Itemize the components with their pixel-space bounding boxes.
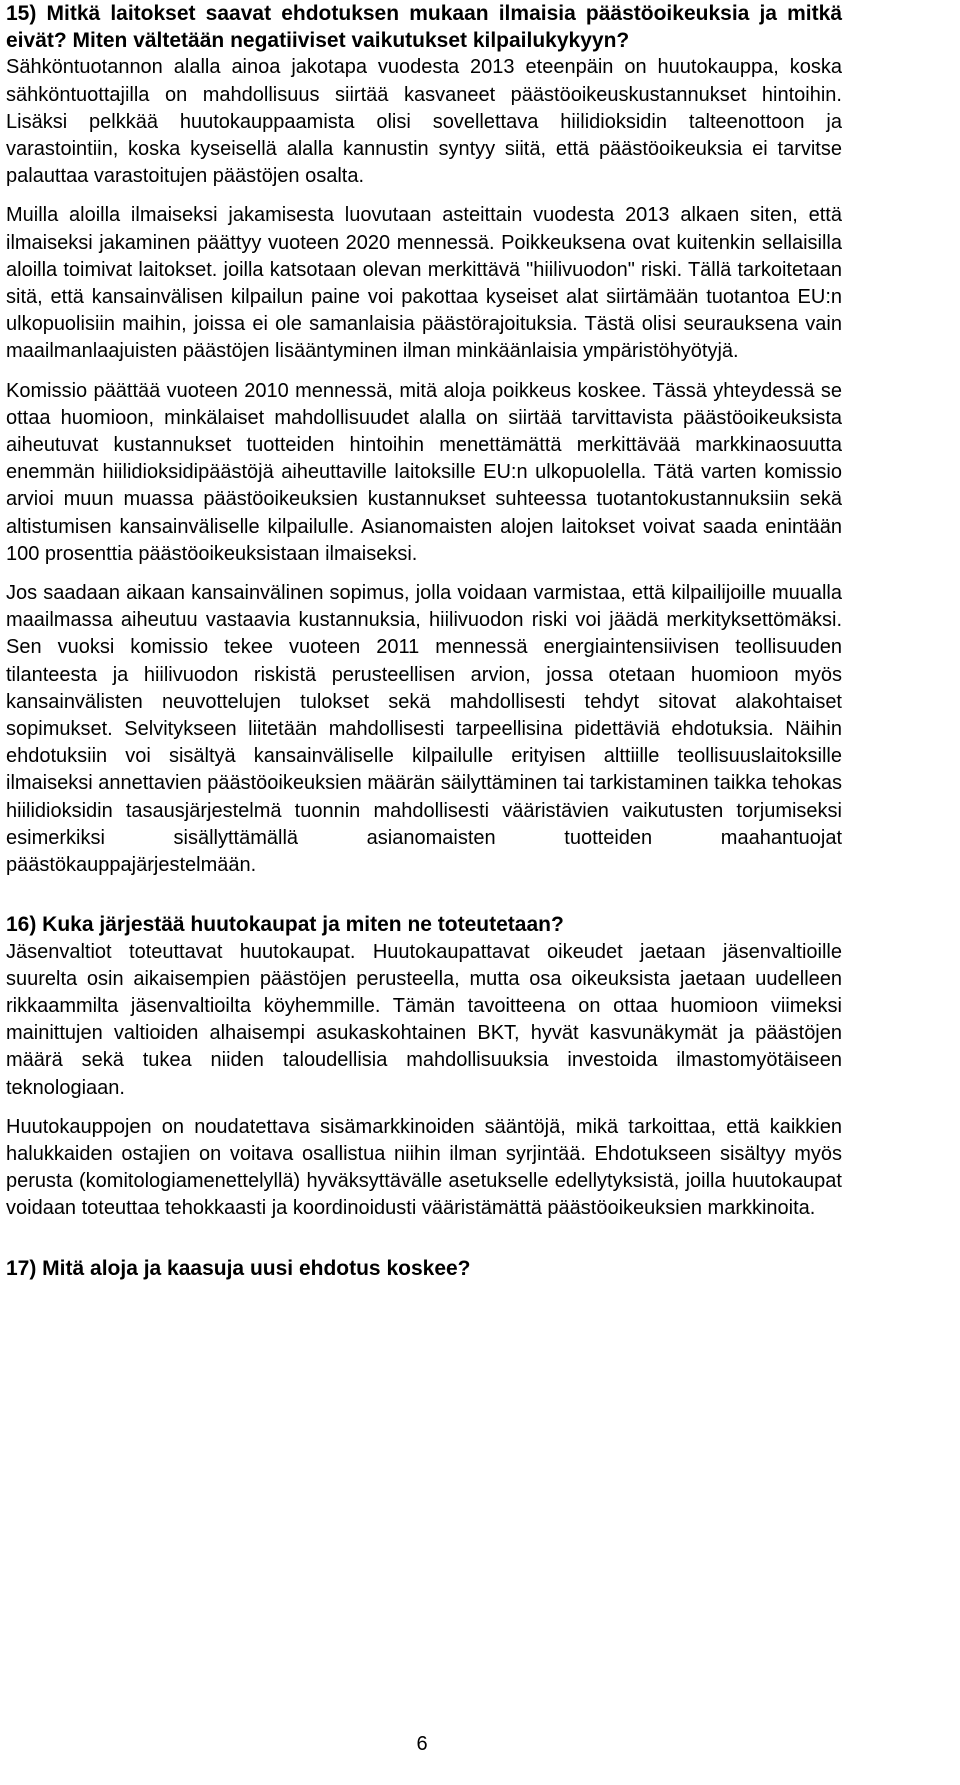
paragraph-spacer	[6, 366, 842, 378]
document-page	[6, 0, 842, 1282]
section-spacer	[6, 879, 842, 911]
section-15-paragraph-2: Muilla aloilla ilmaiseksi jakamisesta luovutaan asteittain vuodesta 2013 alkaen siten, että ilmaiseksi jakaminen päättyy vuoteen 2020 mennessä. Poikkeuksena ovat kuitenkin sellaisilla aloilla toimivat laitokset. joilla katsotaan olevan merkittävä "hiilivuodon" riski. Tällä tarkoitetaan sitä, että kansainvälisen kilpailun paine voi pakottaa kyseiset alat siirtämään tuotantoa EU:n ulkopuolisiin maihin, joissa ei ole samanlaisia päästörajoituksia. Tästä olisi seurauksena vain maailmanlaajuisten päästöjen lisääntyminen ilman minkäänlaisia ympäristöhyötyjä.	[6, 204, 842, 363]
section-15-paragraph-4: Jos saadaan aikaan kansainvälinen sopimus, jolla voidaan varmistaa, että kilpailijoille muualla maailmassa aiheutuu vastaavia kustannuksia, hiilivuodon riski voi jäädä merkityksettömäksi. Sen vuoksi komissio tekee vuoteen 2011 mennessä energiaintensiivisen teollisuuden tilanteesta ja hiilivuodon riskistä perusteellisen arvion, jossa otetaan huomioon myös kansainvälisten neuvottelujen tulokset sekä mahdollisesti tehdyt sitovat alakohtaiset sopimukset. Selvitykseen liitetään mahdollisesti tarpeellisina pidettäviä ehdotuksia. Näihin ehdotuksiin voi sisältyä kansainväliselle kilpailulle erityisen alttiille teollisuuslaitoksille ilmaiseksi annettavien päästöoikeuksien määrän säilyttäminen tai tarkistaminen taikka tehokas hiilidioksidin tasausjärjestelmä tuonnin mahdollisesti vääristävien vaikutusten torjumiseksi esimerkiksi sisällyttämällä asianomaisten tuotteiden maahantuojat päästökauppajärjestelmään.	[6, 582, 842, 877]
section-16-paragraph-1: Jäsenvaltiot toteuttavat huutokaupat. Huutokaupattavat oikeudet jaetaan jäsenvaltioille suurelta osin aikaisempien päästöjen perusteella, mutta osa oikeuksista jaetaan uudelleen rikkaammilta jäsenvaltioilta köyhemmille. Tämän tavoitteena on ottaa huomioon viimeksi mainittujen valtioiden alhaisempi asukaskohtainen BKT, hyvät kasvunäkymät ja päästöjen määrä sekä tukea niiden taloudellisia mahdollisuuksia investoida ilmastomyötäiseen teknologiaan.	[6, 940, 842, 1099]
section-16-heading: 16) Kuka järjestää huutokaupat ja miten ne toteutetaan?	[6, 913, 564, 937]
paragraph-spacer	[6, 568, 842, 580]
section-16-paragraph-2: Huutokauppojen on noudatettava sisämarkkinoiden sääntöjä, mikä tarkoittaa, että kaikkien halukkaiden ostajien on voitava osallistua niihin ilman syrjintää. Ehdotukseen sisältyy myös perusta (komitologiamenettelyllä) hyväksyttävälle asetukselle edellytyksistä, joilla huutokaupat voidaan toteuttaa tehokkaasti ja koordinoidusti vääristämättä päästöoikeuksien markkinoita.	[6, 1115, 842, 1220]
section-15-heading: 15) Mitkä laitokset saavat ehdotuksen mukaan ilmaisia päästöoikeuksia ja mitkä eivät? Miten vältetään negatiiviset vaikutukset kilpailukykyyn?	[6, 2, 842, 53]
section-spacer	[6, 1223, 842, 1255]
section-15-paragraph-1: Sähköntuotannon alalla ainoa jakotapa vuodesta 2013 eteenpäin on huutokauppa, koska sähköntuottajilla on mahdollisuus siirtää kasvaneet päästöoikeuskustannukset hintoihin. Lisäksi pelkkää huutokauppaamista olisi sovellettava hiilidioksidin talteenottoon ja varastointiin, koska kyseisellä alalla kannustin syntyy siitä, että päästöoikeuksia ei tarvitse palauttaa varastoitujen päästöjen osalta.	[6, 56, 842, 188]
section-17-heading: 17) Mitä aloja ja kaasuja uusi ehdotus koskee?	[6, 1256, 471, 1280]
paragraph-spacer	[6, 1102, 842, 1114]
section-15-paragraph-3: Komissio päättää vuoteen 2010 mennessä, mitä aloja poikkeus koskee. Tässä yhteydessä se ottaa huomioon, minkälaiset mahdollisuudet alalla on siirtää tarvittavista päästöoikeuksista aiheutuvat kustannukset tuotteiden hintoihin menettämättä merkittävää markkinaosuutta enemmän hiilidioksidipäästöjä aiheuttaville laitoksille EU:n ulkopuolella. Tätä varten komissio arvioi muun muassa päästöoikeuksien kustannukset suhteessa tuotantokustannuksiin sekä altistumisen kansainväliselle kilpailulle. Asianomaisten alojen laitokset voivat saada enintään 100 prosenttia päästöoikeuksistaan ilmaiseksi.	[6, 379, 842, 565]
paragraph-spacer	[6, 190, 842, 202]
page-number: 6	[416, 1733, 428, 1755]
